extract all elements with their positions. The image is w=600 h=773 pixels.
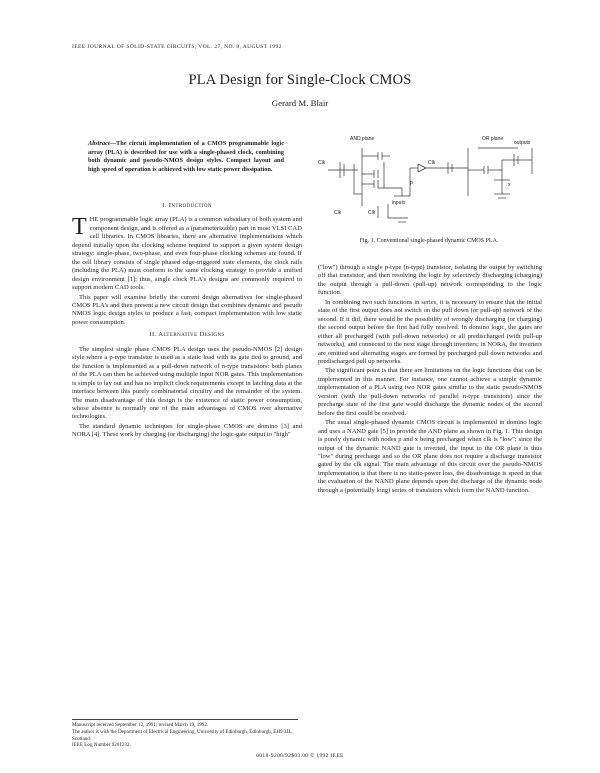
clk-label-middle: Clk	[428, 160, 436, 166]
alt-paragraph-1: The simplest single phase CMOS PLA design uses the pseudo-NMOS [2] design style where a p-type transistor is used as a static load with its gate tied to ground, and the function is implemented as a pull-down network of n-type transistors: both planes of the PLA can then be achieved using multiple input NOR gates. This implementation is simple to lay out and has no implicit clock requirements except in latching data at the interface between this purely combinatorial circuitry and the remainder of the system. The main disadvantage of this design is the existence of static power consumption, whose absence is normally one of the main advantages of CMOS over alternative technologies.	[72, 345, 302, 421]
or-plane-label: OR plane	[482, 136, 504, 142]
node-p-label: p	[410, 180, 413, 186]
right-column	[318, 264, 542, 496]
node-x-label: x	[508, 182, 511, 188]
copyright-footer: 0018-9200/92$03.00 © 1992 IEEE	[256, 753, 344, 759]
figure-1-pla-circuit	[318, 134, 540, 246]
intro-paragraph-1-text: HE programmable logic array (PLA) is a common subsidiary of both system and component design, and is offered as a (parameterizable) part in most VLSI CAD cell libraries. In CMOS libraries, there are alternative implementations which depend initially upon the clocking scheme required to support a given system design strategy: single-phase, two-phase, and even four-phase clocking schemes are found. If the cell library consists of single phased edge-triggered state elements, the clock rails (including the PLA) must conform to the same clocking strategy to provide a unified design environment [1]; thus, single clock PLA's designs are commonly required to support modern CAD tools.	[72, 216, 302, 292]
footnote-log-number: IEEE Log Number 9201232.	[72, 742, 131, 749]
right-paragraph-2: In combining two such functions in series, it is necessary to ensure that the initial state of the first output does not switch on the pull down (or pull-up) network of the second. If it did, there would be the possibility of wrongly discharging (or charging) the second output before the first had fully resolved. In domino logic, the gates are either all precharged (with pull-down networks) or all predischarged (with pull-up networks), and connected to the next stage through inverters; in NORA, the inverters are omitted and alternating stages are formed by precharged pull down networks and predischarged pull up networks.	[318, 298, 542, 365]
clk-label-bottom-left: Clk	[334, 210, 342, 216]
and-plane-label: AND plane	[350, 136, 375, 142]
outputs-label: outputs	[514, 140, 531, 146]
alt-paragraph-2: The standard dynamic techniques for single-phase CMOS are domino [3] and NORA [4]. These work by charging (or discharging) the logic-gate output to "high"	[72, 422, 302, 439]
right-paragraph-4: The usual single-phased dynamic CMOS circuit is implemented in domino logic and uses a NAND gate [5] to provide the AND plane as shown in Fig. 1. This design is purely dynamic with nodes p and x being precharged when clk is "low"; since the output of the dynamic NAND gate is inverted, the input to the OR plane is thus "low" during precharge and so the OR plane does not require a discharge transistor gated by the clk signal. The main advantage of this circuit over the pseudo-NMOS implementation is that there is no static-power loss, the disadvantage is speed in that the evaluation of the NAND plane depends upon the discharge of the dynamic node through a (potentially long) series of transistors which form the NAND function.	[318, 419, 542, 494]
footnote-affiliation: The author is with the Department of Electrical Engineering, University of Edinburgh, Edinburgh, EH9 3JL, Scotland.	[72, 728, 293, 742]
clk-label-left: Clk	[318, 160, 326, 166]
section-heading-introduction: I. Introduction	[162, 202, 212, 209]
drop-cap: T	[72, 214, 87, 241]
inputs-label: inputs	[392, 200, 406, 206]
running-header: IEEE JOURNAL OF SOLID-STATE CIRCUITS, VOL. 27, NO. 8, AUGUST 1992	[72, 44, 282, 50]
author-name: Gerard M. Blair	[271, 98, 329, 108]
footnote-received: Manuscript received September 12, 1991; revised March 19, 1992.	[72, 722, 209, 728]
pla-circuit-diagram	[318, 134, 540, 234]
left-column	[72, 198, 302, 441]
right-paragraph-3: The significant point is that there are limitations on the logic functions that can be implemented in this manner. For instance, one cannot achieve a simple dynamic implementation of a PLA using two NOR gates similar to the static pseudo-NMOS version (with the pull-down networks of parallel n-type transistors) since the precharge state of the first gate would discharge the dynamic nodes of the second before the first could be resolved.	[318, 367, 542, 417]
section-heading-alternative-designs: II. Alternative Designs	[149, 331, 225, 339]
abstract-text: The circuit implementation of a CMOS programmable logic array (PLA) is described for use with a single-phased clock, combining both dynamic and pseudo-NMOS design styles. Compact layout and high speed of operation is achieved with low static power dissipation.	[88, 140, 284, 173]
abstract	[88, 140, 284, 174]
paper-title: PLA Design for Single-Clock CMOS	[188, 72, 412, 88]
clk-label-bottom-right: Clk	[368, 210, 376, 216]
abstract-lead: Abstract—	[88, 140, 116, 147]
footnote	[72, 719, 298, 749]
figure-caption: Fig. 1. Conventional single-phased dynamic CMOS PLA.	[359, 238, 499, 244]
right-paragraph-1: ("low") through a single p-type (n-type) transistor, isolating the output by switching off that transistor, and then resolving the logic by selectively discharging (charging) the output through a pull-down (pull-up) network corresponding to the logic function.	[318, 264, 542, 297]
intro-paragraph-2: This paper will examine briefly the current design alternatives for single-phased CMOS PLA's and then present a new circuit design that combines dynamic and pseudo NMOS logic design styles to produce a fast, compact implementation with low static power consumption.	[72, 293, 302, 326]
intro-paragraph-1	[72, 216, 302, 292]
